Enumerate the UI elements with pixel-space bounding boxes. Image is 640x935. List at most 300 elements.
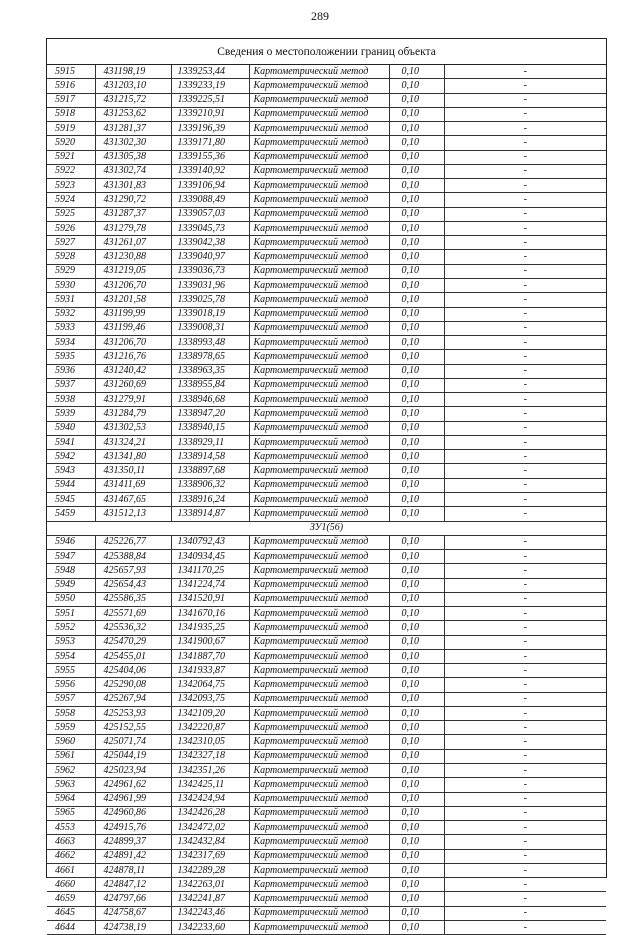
method-cell: Картометрический метод [249,535,389,549]
method-cell: Картометрический метод [249,835,389,849]
precision-cell: 0,10 [389,407,444,421]
coordinate-x-cell: 431199,99 [95,307,171,321]
dash-cell: - [444,179,606,193]
point-number-cell: 5947 [47,550,95,564]
coordinate-y-cell: 1339155,36 [171,150,249,164]
precision-cell: 0,10 [389,107,444,121]
coordinate-y-cell: 1339018,19 [171,307,249,321]
coordinate-x-cell: 431281,37 [95,122,171,136]
table-row [47,207,606,221]
precision-cell: 0,10 [389,336,444,350]
coordinate-x-cell: 431284,79 [95,407,171,421]
precision-cell: 0,10 [389,435,444,449]
point-number-cell: 5932 [47,307,95,321]
coordinate-y-cell: 1339045,73 [171,221,249,235]
table-row [47,136,606,150]
table-row [47,806,606,820]
coordinate-y-cell: 1342310,05 [171,735,249,749]
point-number-cell: 5933 [47,321,95,335]
method-cell: Картометрический метод [249,721,389,735]
coordinate-x-cell: 431467,65 [95,492,171,506]
coordinate-x-cell: 431216,76 [95,350,171,364]
method-cell: Картометрический метод [249,735,389,749]
precision-cell: 0,10 [389,507,444,521]
precision-cell: 0,10 [389,706,444,720]
point-number-cell: 5950 [47,592,95,606]
point-number-cell: 5923 [47,179,95,193]
coordinate-y-cell: 1342351,26 [171,764,249,778]
point-number-cell: 5946 [47,535,95,549]
precision-cell: 0,10 [389,892,444,906]
dash-cell: - [444,635,606,649]
dash-cell: - [444,150,606,164]
precision-cell: 0,10 [389,236,444,250]
coordinate-x-cell: 424960,86 [95,806,171,820]
table-row [47,435,606,449]
precision-cell: 0,10 [389,221,444,235]
coordinate-x-cell: 431201,58 [95,293,171,307]
table-row [47,592,606,606]
method-cell: Картометрический метод [249,706,389,720]
point-number-cell: 5915 [47,65,95,79]
precision-cell: 0,10 [389,164,444,178]
coordinate-y-cell: 1338914,58 [171,450,249,464]
table-row [47,164,606,178]
coordinate-x-cell: 424738,19 [95,920,171,934]
coordinate-x-cell: 425071,74 [95,735,171,749]
precision-cell: 0,10 [389,906,444,920]
point-number-cell: 5941 [47,435,95,449]
point-number-cell: 5943 [47,464,95,478]
table-row [47,236,606,250]
table-row [47,821,606,835]
coordinate-x-cell: 431302,74 [95,164,171,178]
precision-cell: 0,10 [389,863,444,877]
method-cell: Картометрический метод [249,664,389,678]
coordinate-y-cell: 1342472,02 [171,821,249,835]
coordinate-x-cell: 425290,08 [95,678,171,692]
precision-cell: 0,10 [389,735,444,749]
dash-cell: - [444,863,606,877]
table-row [47,735,606,749]
point-number-cell: 5928 [47,250,95,264]
method-cell: Картометрический метод [249,778,389,792]
dash-cell: - [444,678,606,692]
coordinate-x-cell: 431341,80 [95,450,171,464]
point-number-cell: 5936 [47,364,95,378]
point-number-cell: 5965 [47,806,95,820]
coordinate-x-cell: 431240,42 [95,364,171,378]
coordinate-y-cell: 1338946,68 [171,393,249,407]
method-cell: Картометрический метод [249,350,389,364]
precision-cell: 0,10 [389,321,444,335]
coordinate-y-cell: 1342424,94 [171,792,249,806]
dash-cell: - [444,535,606,549]
coordinate-x-cell: 425404,06 [95,664,171,678]
point-number-cell: 5942 [47,450,95,464]
coordinate-y-cell: 1339057,03 [171,207,249,221]
point-number-cell: 5926 [47,221,95,235]
dash-cell: - [444,578,606,592]
table-row [47,278,606,292]
point-number-cell: 4663 [47,835,95,849]
coordinate-y-cell: 1338916,24 [171,492,249,506]
dash-cell: - [444,122,606,136]
coordinate-y-cell: 1342241,87 [171,892,249,906]
table-row [47,79,606,93]
table-row [47,578,606,592]
point-number-cell: 5917 [47,93,95,107]
precision-cell: 0,10 [389,464,444,478]
point-number-cell: 5924 [47,193,95,207]
coordinate-x-cell: 424961,99 [95,792,171,806]
precision-cell: 0,10 [389,806,444,820]
coordinate-y-cell: 1339210,91 [171,107,249,121]
precision-cell: 0,10 [389,607,444,621]
coordinate-x-cell: 424878,11 [95,863,171,877]
coordinate-y-cell: 1339036,73 [171,264,249,278]
coordinate-x-cell: 431219,05 [95,264,171,278]
precision-cell: 0,10 [389,293,444,307]
dash-cell: - [444,920,606,934]
dash-cell: - [444,621,606,635]
coordinate-x-cell: 431279,91 [95,393,171,407]
table-row [47,550,606,564]
coordinate-y-cell: 1342327,18 [171,749,249,763]
coordinate-x-cell: 431302,53 [95,421,171,435]
coordinate-x-cell: 425571,69 [95,607,171,621]
dash-cell: - [444,336,606,350]
precision-cell: 0,10 [389,778,444,792]
table-row [47,478,606,492]
dash-cell: - [444,350,606,364]
coordinate-x-cell: 424915,76 [95,821,171,835]
dash-cell: - [444,207,606,221]
coordinate-y-cell: 1342220,87 [171,721,249,735]
coordinate-x-cell: 425455,01 [95,649,171,663]
precision-cell: 0,10 [389,122,444,136]
dash-cell: - [444,236,606,250]
dash-cell: - [444,264,606,278]
dash-cell: - [444,592,606,606]
table-row [47,764,606,778]
coordinate-x-cell: 431253,62 [95,107,171,121]
point-number-cell: 5940 [47,421,95,435]
table-row [47,678,606,692]
coordinate-x-cell: 431350,11 [95,464,171,478]
point-number-cell: 5945 [47,492,95,506]
section-label: ЗУ1(56) [47,521,606,535]
table-row [47,407,606,421]
point-number-cell: 5961 [47,749,95,763]
point-number-cell: 5925 [47,207,95,221]
coordinate-y-cell: 1340792,43 [171,535,249,549]
coordinate-y-cell: 1339031,96 [171,278,249,292]
coordinate-y-cell: 1338993,48 [171,336,249,350]
coordinate-x-cell: 424847,12 [95,878,171,892]
method-cell: Картометрический метод [249,378,389,392]
point-number-cell: 5931 [47,293,95,307]
precision-cell: 0,10 [389,179,444,193]
precision-cell: 0,10 [389,920,444,934]
method-cell: Картометрический метод [249,321,389,335]
coordinate-y-cell: 1339008,31 [171,321,249,335]
point-number-cell: 5935 [47,350,95,364]
point-number-cell: 4645 [47,906,95,920]
section-row [47,521,606,535]
method-cell: Картометрический метод [249,478,389,492]
coordinate-y-cell: 1339106,94 [171,179,249,193]
table-row [47,492,606,506]
coordinate-y-cell: 1339042,38 [171,236,249,250]
dash-cell: - [444,378,606,392]
coordinate-x-cell: 431215,72 [95,93,171,107]
table-row [47,863,606,877]
coordinate-y-cell: 1342426,28 [171,806,249,820]
coordinate-y-cell: 1339253,44 [171,65,249,79]
method-cell: Картометрический метод [249,407,389,421]
dash-cell: - [444,835,606,849]
precision-cell: 0,10 [389,564,444,578]
dash-cell: - [444,393,606,407]
table-row [47,221,606,235]
method-cell: Картометрический метод [249,821,389,835]
coordinate-x-cell: 431290,72 [95,193,171,207]
table-row [47,778,606,792]
table-row [47,892,606,906]
coordinate-y-cell: 1340934,45 [171,550,249,564]
method-cell: Картометрический метод [249,107,389,121]
dash-cell: - [444,906,606,920]
method-cell: Картометрический метод [249,79,389,93]
coordinate-x-cell: 431206,70 [95,336,171,350]
point-number-cell: 5952 [47,621,95,635]
precision-cell: 0,10 [389,621,444,635]
coordinate-y-cell: 1339225,51 [171,93,249,107]
coordinate-y-cell: 1342425,11 [171,778,249,792]
coordinate-y-cell: 1338906,32 [171,478,249,492]
coordinate-x-cell: 425654,43 [95,578,171,592]
dash-cell: - [444,321,606,335]
dash-cell: - [444,706,606,720]
coordinates-table-body [47,65,606,935]
method-cell: Картометрический метод [249,564,389,578]
table-row [47,150,606,164]
coordinate-y-cell: 1342289,28 [171,863,249,877]
coordinate-x-cell: 431261,07 [95,236,171,250]
point-number-cell: 4660 [47,878,95,892]
coordinate-x-cell: 431260,69 [95,378,171,392]
table-row [47,507,606,521]
coordinate-x-cell: 424961,62 [95,778,171,792]
precision-cell: 0,10 [389,378,444,392]
dash-cell: - [444,649,606,663]
coordinate-y-cell: 1341887,70 [171,649,249,663]
coordinate-y-cell: 1341935,25 [171,621,249,635]
method-cell: Картометрический метод [249,878,389,892]
dash-cell: - [444,507,606,521]
dash-cell: - [444,878,606,892]
coordinate-y-cell: 1338914,87 [171,507,249,521]
dash-cell: - [444,79,606,93]
method-cell: Картометрический метод [249,621,389,635]
table-row [47,364,606,378]
method-cell: Картометрический метод [249,849,389,863]
point-number-cell: 5951 [47,607,95,621]
method-cell: Картометрический метод [249,65,389,79]
coordinate-x-cell: 431230,88 [95,250,171,264]
table-row [47,749,606,763]
coordinates-table [47,65,606,935]
coordinate-y-cell: 1341933,87 [171,664,249,678]
table-row [47,535,606,549]
precision-cell: 0,10 [389,635,444,649]
method-cell: Картометрический метод [249,920,389,934]
precision-cell: 0,10 [389,193,444,207]
table-row [47,649,606,663]
precision-cell: 0,10 [389,307,444,321]
point-number-cell: 4661 [47,863,95,877]
method-cell: Картометрический метод [249,236,389,250]
method-cell: Картометрический метод [249,93,389,107]
dash-cell: - [444,792,606,806]
coordinate-y-cell: 1342432,84 [171,835,249,849]
method-cell: Картометрический метод [249,906,389,920]
point-number-cell: 5963 [47,778,95,792]
point-number-cell: 5930 [47,278,95,292]
coordinate-x-cell: 425044,19 [95,749,171,763]
method-cell: Картометрический метод [249,792,389,806]
precision-cell: 0,10 [389,450,444,464]
point-number-cell: 5958 [47,706,95,720]
dash-cell: - [444,250,606,264]
table-row [47,792,606,806]
coordinate-x-cell: 431324,21 [95,435,171,449]
coordinate-y-cell: 1339040,97 [171,250,249,264]
table-row [47,664,606,678]
point-number-cell: 5918 [47,107,95,121]
coordinate-y-cell: 1338955,84 [171,378,249,392]
coordinate-y-cell: 1338940,15 [171,421,249,435]
method-cell: Картометрический метод [249,293,389,307]
method-cell: Картометрический метод [249,264,389,278]
point-number-cell: 5921 [47,150,95,164]
dash-cell: - [444,65,606,79]
coordinate-y-cell: 1342064,75 [171,678,249,692]
dash-cell: - [444,892,606,906]
precision-cell: 0,10 [389,136,444,150]
coordinate-y-cell: 1342243,46 [171,906,249,920]
coordinate-y-cell: 1338929,11 [171,435,249,449]
coordinate-y-cell: 1341170,25 [171,564,249,578]
table-row [47,564,606,578]
coordinate-y-cell: 1339088,49 [171,193,249,207]
table-row [47,179,606,193]
coordinate-y-cell: 1339025,78 [171,293,249,307]
table-row [47,692,606,706]
coordinate-y-cell: 1341670,16 [171,607,249,621]
precision-cell: 0,10 [389,93,444,107]
coordinate-x-cell: 431198,19 [95,65,171,79]
precision-cell: 0,10 [389,150,444,164]
precision-cell: 0,10 [389,535,444,549]
method-cell: Картометрический метод [249,179,389,193]
method-cell: Картометрический метод [249,207,389,221]
point-number-cell: 5939 [47,407,95,421]
dash-cell: - [444,764,606,778]
method-cell: Картометрический метод [249,136,389,150]
precision-cell: 0,10 [389,792,444,806]
table-row [47,920,606,934]
dash-cell: - [444,435,606,449]
coordinate-x-cell: 424758,67 [95,906,171,920]
coordinate-x-cell: 431302,30 [95,136,171,150]
coordinate-x-cell: 425023,94 [95,764,171,778]
method-cell: Картометрический метод [249,464,389,478]
dash-cell: - [444,221,606,235]
coordinate-x-cell: 425226,77 [95,535,171,549]
table-row [47,421,606,435]
method-cell: Картометрический метод [249,250,389,264]
point-number-cell: 5922 [47,164,95,178]
point-number-cell: 5948 [47,564,95,578]
table-row [47,321,606,335]
coordinate-x-cell: 431203,10 [95,79,171,93]
point-number-cell: 5934 [47,336,95,350]
point-number-cell: 4644 [47,920,95,934]
method-cell: Картометрический метод [249,193,389,207]
precision-cell: 0,10 [389,649,444,663]
precision-cell: 0,10 [389,393,444,407]
dash-cell: - [444,307,606,321]
method-cell: Картометрический метод [249,806,389,820]
table-row [47,193,606,207]
coordinate-x-cell: 425388,84 [95,550,171,564]
precision-cell: 0,10 [389,478,444,492]
table-row [47,122,606,136]
table-row [47,906,606,920]
dash-cell: - [444,136,606,150]
dash-cell: - [444,721,606,735]
coordinate-y-cell: 1342317,69 [171,849,249,863]
point-number-cell: 5920 [47,136,95,150]
table-row [47,336,606,350]
table-row [47,706,606,720]
coordinate-x-cell: 431279,78 [95,221,171,235]
point-number-cell: 4553 [47,821,95,835]
method-cell: Картометрический метод [249,364,389,378]
dash-cell: - [444,293,606,307]
coordinate-y-cell: 1341224,74 [171,578,249,592]
precision-cell: 0,10 [389,721,444,735]
point-number-cell: 5929 [47,264,95,278]
precision-cell: 0,10 [389,849,444,863]
coordinate-x-cell: 431301,83 [95,179,171,193]
point-number-cell: 5956 [47,678,95,692]
precision-cell: 0,10 [389,364,444,378]
dash-cell: - [444,692,606,706]
dash-cell: - [444,193,606,207]
table-row [47,849,606,863]
method-cell: Картометрический метод [249,122,389,136]
coordinate-y-cell: 1339233,19 [171,79,249,93]
coordinate-y-cell: 1338978,65 [171,350,249,364]
coordinate-y-cell: 1339140,92 [171,164,249,178]
table-row [47,721,606,735]
precision-cell: 0,10 [389,79,444,93]
dash-cell: - [444,450,606,464]
table-row [47,107,606,121]
